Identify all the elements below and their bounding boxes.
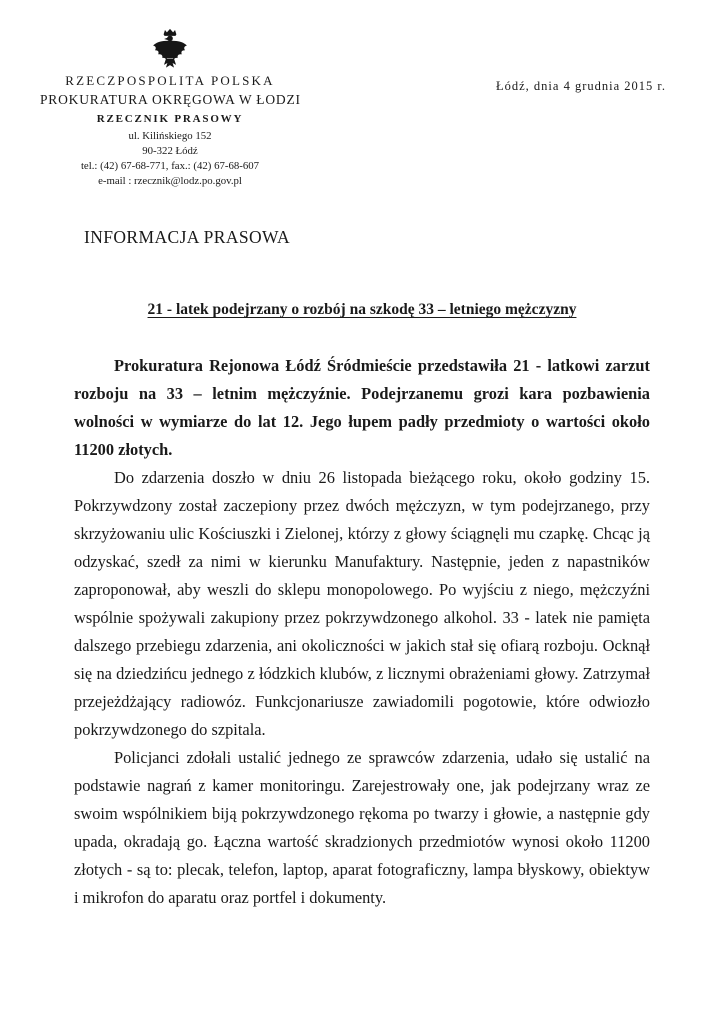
address-email: e-mail : rzecznik@lodz.po.gov.pl: [98, 175, 242, 187]
headline: 21 - latek podejrzany o rozbój na szkodę 33 – letniego mężczyzny: [147, 301, 577, 318]
letterhead-address-block: [40, 129, 300, 189]
letterhead-institution-line: PROKURATURA OKRĘGOWA W ŁODZI: [40, 92, 301, 107]
address-phone-fax: tel.: (42) 67-68-771, fax.: (42) 67-68-607: [80, 160, 260, 172]
address-city: 90-322 Łódź: [142, 145, 198, 157]
letterhead-press-officer-line: RZECZNIK PRASOWY: [96, 113, 244, 125]
document-type-title: INFORMACJA PRASOWA: [84, 227, 291, 247]
lead-paragraph: Prokuratura Rejonowa Łódź Śródmieście przedstawiła 21 - latkowi zarzut rozboju na 33 – letnim mężczyźnie. Podejrzanemu grozi kara pozbawienia wolności w wymiarze do lat 12. Jego łupem padły przedmioty o wartości około 11200 złotych.: [74, 356, 650, 459]
address-street: ul. Kilińskiego 152: [128, 130, 212, 142]
body-paragraph-1: Do zdarzenia doszło w dniu 26 listopada bieżącego roku, około godziny 15. Pokrzywdzony został zaczepiony przez dwóch mężczyzn, w tym podejrzanego, przy skrzyżowaniu ulic Kościuszki i Zielonej, którzy z głowy ściągnęli mu czapkę. Chcąc ją odzyskać, szedł za nimi w kierunku Manufaktury. Następnie, jeden z napastników zaproponował, aby weszli do sklepu monopolowego. Po wyjściu z niego, mężczyźni wspólnie spożywali zakupiony przez pokrzywdzonego alkohol. 33 - latek nie pamięta dalszego przebiegu zdarzenia, ani okoliczności w jakich stał się ofiarą rozboju. Ocknął się na dziedzińcu jednego z łódzkich klubów, z licznymi obrażeniami głowy. Zatrzymał przejeżdżający radiowóz. Funkcjonariusze zawiadomili pogotowie, które odwiozło pokrzywdzonego do szpitala.: [74, 468, 650, 739]
letterhead-republic-line: RZECZPOSPOLITA POLSKA: [65, 73, 275, 88]
article-body: [74, 352, 650, 912]
dateline: Łódź, dnia 4 grudnia 2015 r.: [496, 79, 666, 93]
polish-eagle-coat-of-arms-icon: [151, 28, 189, 70]
letterhead: [40, 28, 300, 189]
body-paragraph-2: Policjanci zdołali ustalić jednego ze sprawców zdarzenia, udało się ustalić na podstawie nagrań z kamer monitoringu. Zarejestrowały one, jak podejrzany wraz ze swoim wspólnikiem biją pokrzywdzonego rękoma po twarzy i głowie, a następnie gdy upada, okradają go. Łączna wartość skradzionych przedmiotów wynosi około 11200 złotych - są to: plecak, telefon, laptop, aparat fotograficzny, lampa błyskowy, obiektyw i mikrofon do aparatu oraz portfel i dokumenty.: [74, 748, 650, 907]
